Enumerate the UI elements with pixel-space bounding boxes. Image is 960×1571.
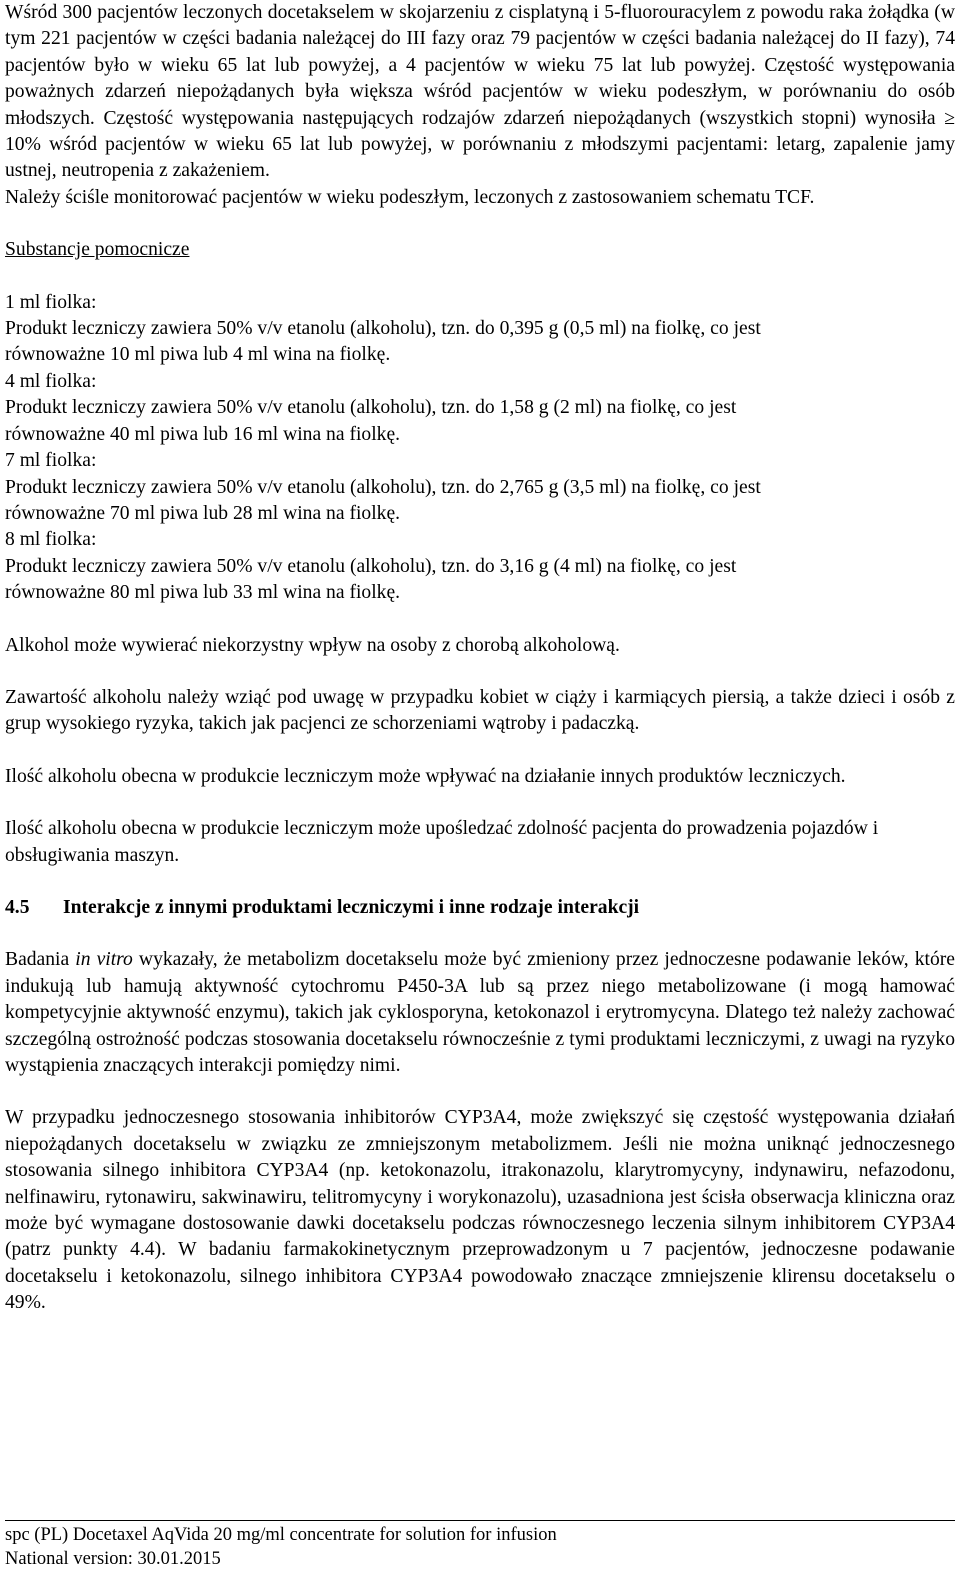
- vial-text-line: równoważne 70 ml piwa lub 28 ml wina na fiolkę.: [5, 502, 401, 524]
- vial-text-line: Produkt leczniczy zawiera 50% v/v etanolu (alkoholu), tzn. do 1,58 g (2 ml) na fiolkę, co jest: [5, 397, 737, 419]
- footer-version-line: National version: 30.01.2015: [5, 1549, 221, 1569]
- driving-warning: Ilość alkoholu obecna w produkcie leczniczym może upośledzać zdolność pacjenta do prowadzenia pojazdów i obsługiwania maszyn.: [5, 818, 879, 866]
- in-vitro-text-b: wykazały, że metabolizm docetakselu może być zmieniony przez jednoczesne podawanie leków, które indukują lub hamują aktywność cytochromu P450-3A lub są przez niego metabolizowane (i mogą hamować kompetycyjnie aktywność enzymu), takich jak cyklosporyna, ketokonazol i erytromycyna. Dlatego też należy zachować szczególną ostrożność podczas stosowania docetakselu równocześnie z tymi produktami leczniczymi, z uwagi na ryzyko wystąpienia znaczących interakcji pomiędzy nimi.: [5, 949, 955, 1076]
- greater-equal-symbol: ≥: [944, 107, 955, 129]
- cyp3a4-paragraph: W przypadku jednoczesnego stosowania inhibitorów CYP3A4, może zwiększyć się częstość występowania działań niepożądanych docetakselu w związku ze zmniejszonym metabolizmem. Jeśli nie można uniknąć jednoczesnego stosowania silnego inhibitora CYP3A4 (np. ketokonazolu, itrakonazolu, klarytromycyny, indynawiru, nefazodonu, nelfinawiru, rytonawiru, sakwinawiru, telitromycyny i worykonazolu), uzasadniona jest ścisła obserwacja kliniczna oraz może być wymagane dostosowanie dawki docetakselu podczas równoczesnego leczenia silnym inhibitorem CYP3A4 (patrz punkty 4.4). W badaniu farmakokinetycznym przeprowadzonym u 7 pacjentów, jednoczesne podawanie docetakselu i ketokonazolu, silnego inhibitora CYP3A4 powodowało znaczące zmniejszenie klirensu docetakselu o 49%.: [5, 1107, 955, 1314]
- in-vitro-text-a: Badania: [5, 949, 76, 971]
- vial-text-line: Produkt leczniczy zawiera 50% v/v etanolu (alkoholu), tzn. do 0,395 g (0,5 ml) na fiolkę, co jest: [5, 318, 761, 340]
- section-number: 4.5: [5, 896, 30, 918]
- vial-label: 7 ml fiolka:: [5, 450, 97, 472]
- monitoring-paragraph: Należy ściśle monitorować pacjentów w wieku podeszłym, leczonych z zastosowaniem schematu TCF.: [5, 186, 815, 208]
- intro-text-b: 10% wśród pacjentów w wieku 65 lat lub powyżej, w porównaniu z młodszymi pacjentami: letarg, zapalenie jamy ustnej, neutropenia z zakażeniem.: [5, 134, 955, 182]
- vial-text-line: Produkt leczniczy zawiera 50% v/v etanolu (alkoholu), tzn. do 3,16 g (4 ml) na fiolkę, co jest: [5, 555, 737, 577]
- vial-label: 1 ml fiolka:: [5, 291, 97, 313]
- vial-label: 4 ml fiolka:: [5, 370, 97, 392]
- document-page: [5, 0, 955, 1317]
- page-footer: [5, 1520, 955, 1571]
- pregnancy-warning: Zawartość alkoholu należy wziąć pod uwagę w przypadku kobiet w ciąży i karmiących piersią, a także dzieci i osób z grup wysokiego ryzyka, takich jak pacjenci ze schorzeniami wątroby i padaczką.: [5, 686, 955, 735]
- in-vitro-italic: in vitro: [75, 949, 133, 971]
- alcohol-warning: Alkohol może wywierać niekorzystny wpływ na osoby z chorobą alkoholową.: [5, 634, 620, 656]
- footer-product-line: spc (PL) Docetaxel AqVida 20 mg/ml concentrate for solution for infusion: [5, 1525, 557, 1545]
- excipients-heading: Substancje pomocnicze: [5, 239, 190, 261]
- intro-paragraph: [5, 0, 955, 185]
- vial-list: [5, 290, 955, 607]
- in-vitro-paragraph: [5, 947, 955, 1079]
- intro-text-a: Wśród 300 pacjentów leczonych docetakselem w skojarzeniu z cisplatyną i 5-fluorouracylem z powodu raka żołądka (w tym 221 pacjentów w części badania należącej do III fazy oraz 79 pacjentów w części badania należącej do II fazy), 74 pacjentów było w wieku 65 lat lub powyżej, a 4 pacjentów w wieku 75 lat lub powyżej. Częstość występowania poważnych zdarzeń niepożądanych była większa wśród pacjentów w wieku podeszłym, w porównaniu do osób młodszych. Częstość występowania następujących rodzajów zdarzeń niepożądanych (wszystkich stopni) wynosiła: [5, 2, 955, 129]
- vial-text-line: równoważne 80 ml piwa lub 33 ml wina na fiolkę.: [5, 582, 401, 604]
- vial-text-line: Produkt leczniczy zawiera 50% v/v etanolu (alkoholu), tzn. do 2,765 g (3,5 ml) na fiolkę, co jest: [5, 476, 761, 498]
- section-title: Interakcje z innymi produktami leczniczymi i inne rodzaje interakcji: [63, 896, 640, 918]
- vial-text-line: równoważne 10 ml piwa lub 4 ml wina na fiolkę.: [5, 344, 391, 366]
- vial-text-line: równoważne 40 ml piwa lub 16 ml wina na fiolkę.: [5, 423, 401, 445]
- vial-label: 8 ml fiolka:: [5, 529, 97, 551]
- section-heading: [5, 895, 955, 921]
- interaction-warning: Ilość alkoholu obecna w produkcie leczniczym może wpływać na działanie innych produktów leczniczych.: [5, 765, 846, 787]
